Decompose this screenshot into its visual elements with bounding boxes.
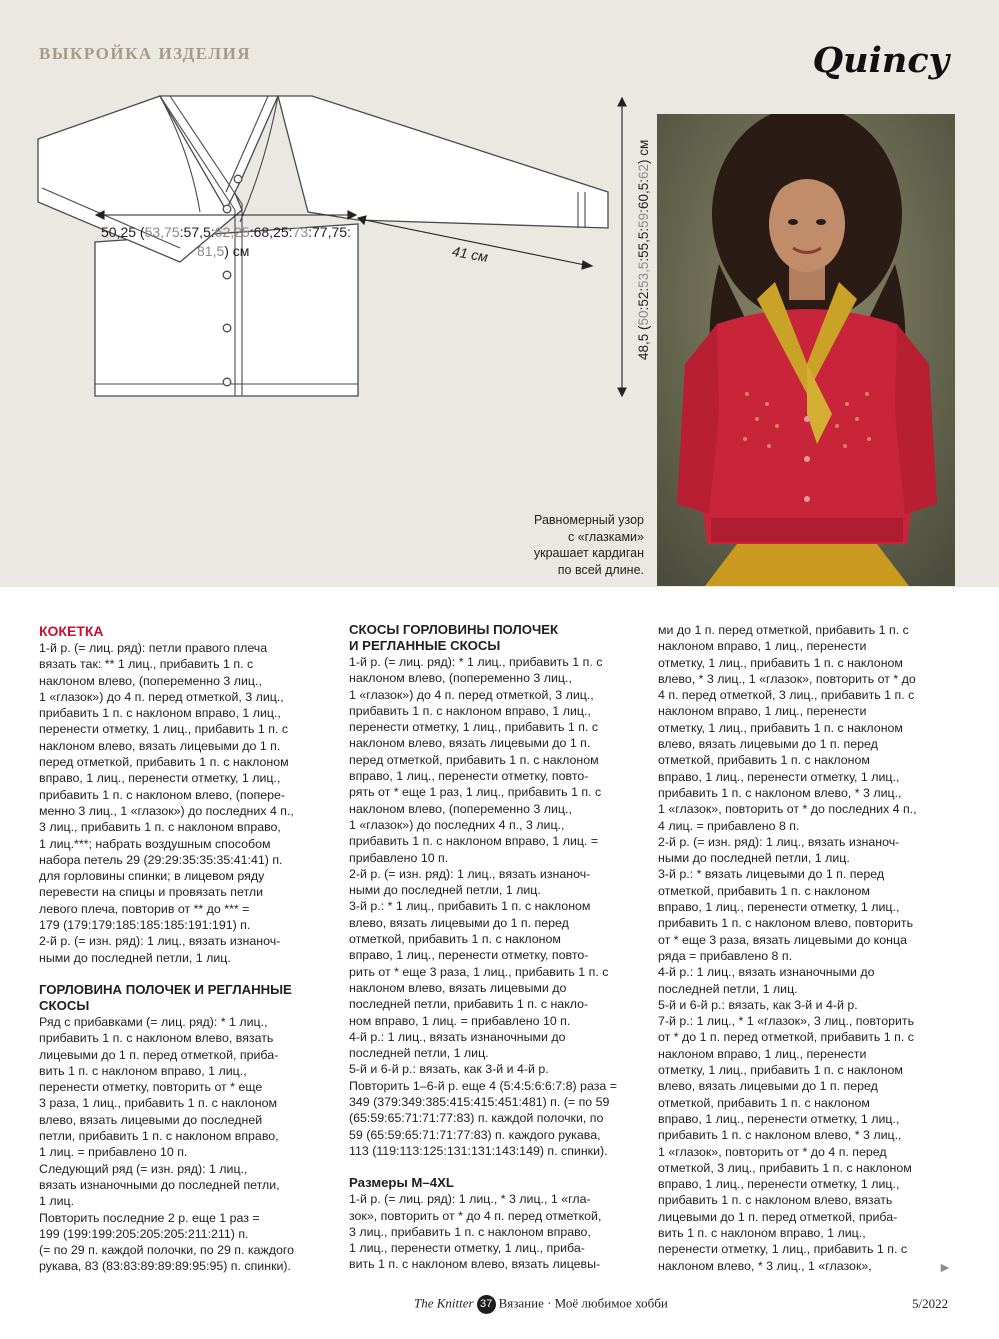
instruction-line: (65:59:65:71:71:77:83) п. каждой полочки, по [349,1111,604,1126]
instruction-line: влево, вязать лицевыми до 1 п. перед [658,737,878,752]
button-icon [223,205,231,213]
instructions-column-3 [658,622,956,1274]
instruction-line: левого плеча, повторив от ** до *** = [39,901,250,916]
instruction-line: 1 «глазок») до последних 4 п., 3 лиц., [349,817,565,832]
instruction-line: набора петель 29 (29:29:35:35:35:41:41) п. [39,852,283,867]
instruction-line: вязать так: ** 1 лиц., прибавить 1 п. с [39,657,254,672]
instruction-line: 5-й и 6-й р.: вязать, как 3-й и 4-й р. [349,1062,549,1077]
page-number: 37 [477,1295,496,1314]
triangle-right-icon: ► [938,1259,952,1275]
instruction-line: отметку, 1 лиц., прибавить 1 п. с наклоном [658,655,903,670]
instruction-line: перенести отметку, 1 лиц., прибавить 1 п. с [349,720,599,735]
instruction-line: прибавить 1 п. с наклоном влево, * 3 лиц., [658,785,902,800]
instruction-line: перенести отметку, 1 лиц., прибавить 1 п. с [658,1242,908,1257]
instruction-line: наклоном влево, вязать лицевыми до [349,980,567,995]
instruction-line: вязать изнаночными до последней петли, [39,1177,280,1192]
spacer [349,1159,641,1175]
instruction-line: 5-й и 6-й р.: вязать, как 3-й и 4-й р. [658,997,858,1012]
instruction-line: 113 (119:113:125:131:131:143:149) п. спинки). [349,1143,608,1158]
instruction-line: вправо, 1 лиц., перенести отметку, 1 лиц., [39,771,281,786]
instruction-line: прибавить 1 п. с наклоном влево, повторить [658,916,914,931]
instruction-line: прибавить 1 п. с наклоном вправо, 1 лиц. = [349,834,599,849]
instruction-line: 2-й р. (= изн. ряд): 1 лиц., вязать изнаноч- [349,866,591,881]
instruction-line: 1 лиц., перенести отметку, 1 лиц., приба- [349,1241,585,1256]
instruction-line: отметкой, 3 лиц., прибавить 1 п. с наклоном [658,1160,912,1175]
instruction-line: 4 лиц. = прибавлено 8 п. [658,818,800,833]
instruction-line: влево, * 3 лиц., 1 «глазок», повторить от * до [658,671,916,686]
instruction-line: 1 «глазок») до 4 п. перед отметкой, 3 лиц., [349,687,594,702]
photo-caption: Равномерный узор с «глазками» украшает кардиган по всей длине. [533,513,644,577]
instruction-line: 1 «глазок») до 4 п. перед отметкой, 3 лиц., [39,689,284,704]
subsection-heading: И РЕГЛАННЫЕ СКОСЫ [349,638,501,653]
spacer [39,966,331,982]
instruction-line: от * еще 3 раза, вязать лицевыми до конца [658,932,907,947]
instruction-line: вить 1 п. с наклоном вправо, 1 лиц., [39,1063,247,1078]
instruction-line: перенести отметку, 1 лиц., прибавить 1 п. с [39,722,289,737]
instruction-line: наклоном влево, (попеременно 3 лиц., [349,801,572,816]
instruction-line: рять от * еще 1 раз, 1 лиц., прибавить 1 п. с [349,785,602,800]
instruction-line: 3 лиц., прибавить 1 п. с наклоном вправо, [349,1224,591,1239]
instruction-line: наклоном влево, * 3 лиц., 1 «глазок», [658,1258,872,1273]
instruction-line: прибавить 1 п. с наклоном влево, * 3 лиц., [658,1128,902,1143]
instruction-line: 4-й р.: 1 лиц., вязать изнаночными до [658,965,875,980]
instruction-line: 179 (179:179:185:185:185:191:191) п. [39,918,251,933]
instruction-line: перед отметкой, прибавить 1 п. с наклоном [39,755,289,770]
schematic-right-sleeve [278,96,608,228]
instruction-line: влево, вязать лицевыми до 1 п. перед [349,915,569,930]
instruction-line: 1 «глазок», повторить от * до 4 п. перед [658,1144,887,1159]
instruction-line: вить 1 п. с наклоном влево, вязать лицевы- [349,1257,601,1272]
instruction-line: петли, прибавить 1 п. с наклоном вправо, [39,1129,279,1144]
subsection-heading: СКОСЫ ГОРЛОВИНЫ ПОЛОЧЕК [349,622,559,637]
instruction-line: 1 лиц. [39,1194,75,1209]
instruction-line: 3 лиц., прибавить 1 п. с наклоном вправо, [39,820,281,835]
instruction-line: Ряд с прибавками (= лиц. ряд): * 1 лиц., [39,1014,268,1029]
instruction-line: 2-й р. (= изн. ряд): 1 лиц., вязать изнаноч- [39,934,281,949]
instruction-line: 3 раза, 1 лиц., прибавить 1 п. с наклоном [39,1096,278,1111]
subsection-heading: СКОСЫ [39,997,90,1013]
instruction-line: последней петли, прибавить 1 п. с накло- [349,997,589,1012]
pattern-name: Quincy [812,40,949,81]
instruction-line: ном вправо, 1 лиц. = прибавлено 10 п. [349,1013,571,1028]
instruction-line: вправо, 1 лиц., перенести отметку, 1 лиц., [658,769,900,784]
instruction-line: прибавить 1 п. с наклоном вправо, 1 лиц., [349,703,591,718]
instruction-line: отметкой, прибавить 1 п. с наклоном [658,883,870,898]
instruction-line: прибавить 1 п. с наклоном влево, вязать [39,1031,274,1046]
sleeve-measurement: 41 см [450,242,490,266]
instruction-line: вправо, 1 лиц., перенести отметку, 1 лиц., [658,1177,900,1192]
instructions-column-1 [39,622,331,1275]
instruction-line: лицевыми до 1 п. перед отметкой, приба- [658,1209,898,1224]
instruction-line: отметку, 1 лиц., прибавить 1 п. с наклоном [658,720,903,735]
instruction-line: 1-й р. (= лиц. ряд): * 1 лиц., прибавить 1 п. с [349,655,603,669]
footer-brand: The Knitter [414,1295,474,1311]
instruction-line: 59 (65:59:65:71:71:77:83) п. каждого рукава, [349,1127,601,1142]
instruction-line: ными до последней петли, 1 лиц. [349,883,541,898]
instruction-line: отметкой, прибавить 1 п. с наклоном [658,753,870,768]
instruction-line: 4 п. перед отметкой, 3 лиц., прибавить 1 п. с [658,688,915,703]
instruction-line: вправо, 1 лиц., перенести отметку, 1 лиц., [658,900,900,915]
instruction-line: лицевыми до 1 п. перед отметкой, приба- [39,1047,279,1062]
instruction-line: отметкой, прибавить 1 п. с наклоном [658,1095,870,1110]
instruction-line: наклоном влево, вязать лицевыми до 1 п. [39,738,281,753]
instruction-line: менно 3 лиц., 1 «глазок») до последних 4 п., [39,803,294,818]
instruction-line: отметкой, прибавить 1 п. с наклоном [349,932,561,947]
instruction-line: ными до последней петли, 1 лиц. [39,950,231,965]
instruction-line: наклоном вправо, 1 лиц., перенести [658,639,867,654]
instruction-line: перед отметкой, прибавить 1 п. с наклоном [349,752,599,767]
page-footer [414,1295,668,1314]
instruction-line: вправо, 1 лиц., перенести отметку, 1 лиц., [658,1111,900,1126]
instruction-line: вить 1 п. с наклоном вправо, 1 лиц., [658,1225,866,1240]
instruction-line: 2-й р. (= изн. ряд): 1 лиц., вязать изнаноч- [658,834,900,849]
instruction-line: перевести на спицы и провязать петли [39,885,264,900]
subsection-heading: Размеры M–4XL [349,1175,454,1191]
instructions-column-2 [349,622,641,1273]
width-measurement: 50,25 (53,75:57,5:62,25:68,25:73:77,75: 81,5) см [101,224,351,259]
instruction-line: наклоном влево, (попеременно 3 лиц., [349,671,572,686]
instruction-line: наклоном влево, (попеременно 3 лиц., [39,673,262,688]
instruction-line: 4-й р.: 1 лиц., вязать изнаночными до [349,1029,566,1044]
instruction-line: влево, вязать лицевыми до 1 п. перед [658,1079,878,1094]
instruction-line: прибавлено 10 п. [349,850,449,865]
instruction-line: 7-й р.: 1 лиц., * 1 «глазок», 3 лиц., повторить [658,1014,915,1029]
instruction-line: ряда = прибавлено 8 п. [658,948,793,963]
instruction-line: наклоном вправо, 1 лиц., перенести [658,704,867,719]
instruction-line: наклоном вправо, 1 лиц., перенести [658,1046,867,1061]
instruction-line: (= по 29 п. каждой полочки, по 29 п. каждого [39,1243,295,1258]
instruction-line: прибавить 1 п. с наклоном вправо, 1 лиц., [39,706,281,721]
subsection-heading: ГОРЛОВИНА ПОЛОЧЕК И РЕГЛАННЫЕ [39,981,292,997]
cardigan-schematic [30,92,650,512]
instruction-line: рукава, 83 (83:83:89:89:89:95:95) п. спинки). [39,1259,291,1274]
instruction-line: 1 «глазок», повторить от * до последних 4 п., [658,802,917,817]
instruction-line: зок», повторить от * до 4 п. перед отметкой, [349,1208,602,1223]
instruction-line: от * до 1 п. перед отметкой, прибавить 1 п. с [658,1030,914,1045]
instruction-line: последней петли, 1 лиц. [349,1046,489,1061]
instruction-line: для горловины спинки; в лицевом ряду [39,869,265,884]
instruction-line: прибавить 1 п. с наклоном влево, (попере- [39,787,285,802]
instruction-line: 1 лиц. = прибавлено 10 п. [39,1145,188,1160]
instruction-line: 3-й р.: * вязать лицевыми до 1 п. перед [658,867,885,882]
instruction-line: Повторить 1–6-й р. еще 4 (5:4:5:6:6:7:8) раза = [349,1078,617,1093]
instruction-line: вправо, 1 лиц., перенести отметку, повто- [349,769,589,784]
button-icon [223,378,231,386]
instruction-line: ными до последней петли, 1 лиц. [658,851,850,866]
instruction-line: Повторить последние 2 р. еще 1 раз = [39,1210,260,1225]
instruction-line: 349 (379:349:385:415:415:451:481) п. (= по 59 [349,1095,610,1110]
instruction-line: влево, вязать лицевыми до последней [39,1112,263,1127]
instruction-line: 199 (199:199:205:205:205:211:211) п. [39,1226,249,1241]
instruction-line: последней петли, 1 лиц. [658,981,798,996]
button-icon [223,271,231,279]
instruction-line: наклоном влево, вязать лицевыми до 1 п. [349,736,591,751]
instruction-line: отметку, 1 лиц., прибавить 1 п. с наклоном [658,1063,903,1078]
instruction-line: 1 лиц.***; набрать воздушным способом [39,836,271,851]
instruction-line: 3-й р.: * 1 лиц., прибавить 1 п. с наклоном [349,899,591,914]
issue-date: 5/2022 [912,1296,949,1311]
instruction-line: перенести отметку, повторить от * еще [39,1080,263,1095]
instruction-line: 1-й р. (= лиц. ряд): 1 лиц., * 3 лиц., 1 «гла- [349,1192,591,1207]
model-photo [657,114,955,586]
instruction-line: рить от * еще 3 раза, 1 лиц., прибавить 1 п. с [349,964,609,979]
button-icon [234,175,242,183]
instruction-line: вправо, 1 лиц., перенести отметку, повто- [349,948,589,963]
button-icon [223,324,231,332]
instruction-line: прибавить 1 п. с наклоном влево, вязать [658,1193,893,1208]
length-measurement: 48,5 (50:52:53,5:55,5:59:60,5:62) см [636,139,651,360]
section-title: ВЫКРОЙКА ИЗДЕЛИЯ [39,44,252,63]
section-heading: КОКЕТКА [39,623,104,639]
instruction-line: 1-й р. (= лиц. ряд): петли правого плеча [39,641,268,655]
footer-subtitle: Вязание · Моё любимое хобби [498,1295,668,1311]
instruction-line: Следующий ряд (= изн. ряд): 1 лиц., [39,1161,248,1176]
instruction-line: ми до 1 п. перед отметкой, прибавить 1 п. с [658,623,909,637]
